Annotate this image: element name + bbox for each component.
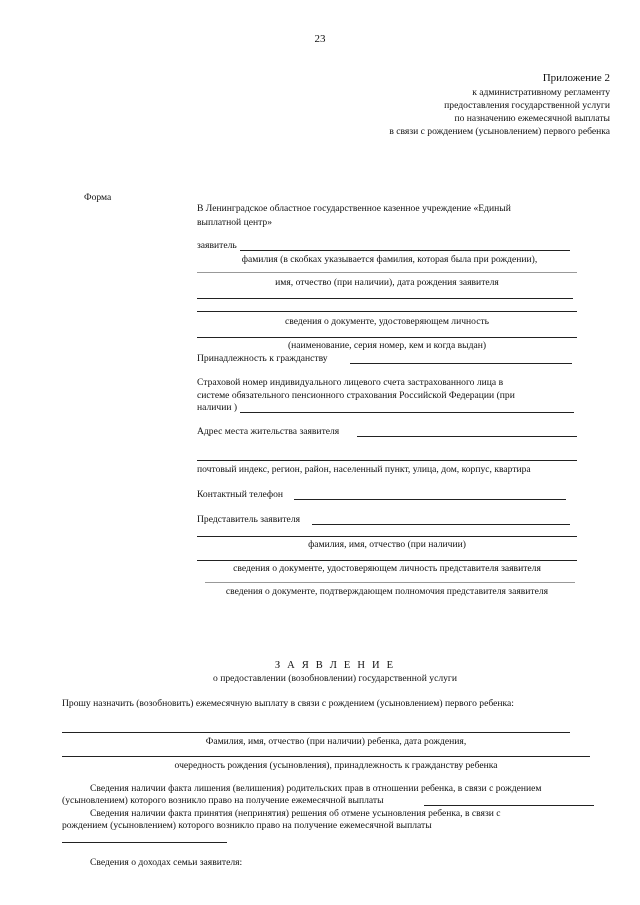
- appendix-line: в связи с рождением (усыновлением) первого ребенка: [389, 126, 610, 137]
- para1-line: (усыновлением) которого возникло право на получение ежемесячной выплаты: [62, 795, 384, 806]
- phone-label: Контактный телефон: [197, 489, 284, 500]
- rep-label: Представитель заявителя: [197, 514, 301, 525]
- rep-auth-field[interactable]: [205, 582, 575, 583]
- snils-line: системе обязательного пенсионного страхования Российской Федерации (при: [197, 390, 515, 401]
- recipient-line: В Ленинградское областное государственное казенное учреждение «Единый: [197, 203, 511, 214]
- address-field-2[interactable]: [197, 460, 577, 461]
- para1-line: Сведения наличии факта лишения (велишения) родительских прав в отношении ребенка, в связи с рождением: [90, 783, 542, 794]
- rep-name-field[interactable]: [197, 536, 577, 537]
- form-label: Форма: [84, 192, 112, 203]
- recipient-line: выплатной центр»: [197, 217, 272, 228]
- request-text: Прошу назначить (возобновить) ежемесячную выплату в связи с рождением (усыновлением) первого ребенка:: [62, 698, 514, 709]
- applicant-name-field[interactable]: [197, 272, 577, 273]
- order-hint: очередность рождения (усыновления), принадлежность к гражданству ребенка: [174, 760, 498, 771]
- applicant-field[interactable]: [240, 250, 570, 251]
- rep-field[interactable]: [312, 524, 570, 525]
- statement-subtitle: о предоставлении (возобновлении) государственной услуги: [213, 673, 457, 684]
- rep-doc-hint: сведения о документе, удостоверяющем личность представителя заявителя: [233, 563, 541, 574]
- name-hint: имя, отчество (при наличии), дата рождения заявителя: [275, 277, 499, 288]
- address-field[interactable]: [357, 436, 577, 437]
- child-field[interactable]: [62, 732, 570, 733]
- statement-title: З А Я В Л Е Н И Е: [274, 660, 396, 671]
- address-label: Адрес места жительства заявителя: [197, 426, 340, 437]
- doc-hint-2: (наименование, серия номер, кем и когда выдан): [287, 340, 487, 351]
- birthdate-field[interactable]: [197, 298, 573, 299]
- adoption-field[interactable]: [62, 842, 227, 843]
- rep-name-hint: фамилия, имя, отчество (при наличии): [308, 539, 466, 550]
- doc-details-field[interactable]: [197, 337, 577, 338]
- rep-doc-field[interactable]: [197, 560, 577, 561]
- applicant-hint: фамилия (в скобках указывается фамилия, которая была при рождении),: [241, 254, 538, 265]
- para2-line: Сведения наличии факта принятия (непринятия) решения об отмене усыновления ребенка, в связи с: [90, 808, 501, 819]
- snils-field[interactable]: [240, 412, 574, 413]
- order-field[interactable]: [62, 756, 590, 757]
- address-hint: почтовый индекс, регион, район, населенный пункт, улица, дом, корпус, квартира: [197, 464, 531, 475]
- para2-line: рождением (усыновлением) которого возникло право на получение ежемесячной выплаты: [62, 820, 432, 831]
- appendix-line: к административному регламенту: [472, 87, 610, 98]
- appendix-line: по назначению ежемесячной выплаты: [454, 113, 610, 124]
- citizenship-label: Принадлежность к гражданству: [197, 353, 328, 364]
- appendix-line: предоставления государственной услуги: [444, 100, 610, 111]
- deprivation-field[interactable]: [424, 805, 594, 806]
- citizenship-field[interactable]: [350, 363, 572, 364]
- doc-hint: сведения о документе, удостоверяющем личность: [284, 316, 490, 327]
- income-label: Сведения о доходах семьи заявителя:: [90, 857, 243, 868]
- doc-field[interactable]: [197, 311, 577, 312]
- page-number: 23: [314, 33, 326, 45]
- rep-auth-hint: сведения о документе, подтверждающем полномочия представителя заявителя: [225, 586, 549, 597]
- snils-line: наличии ): [197, 402, 238, 413]
- applicant-label: заявитель: [197, 240, 237, 251]
- child-hint: Фамилия, имя, отчество (при наличии) ребенка, дата рождения,: [205, 736, 467, 747]
- appendix-title: Приложение 2: [542, 72, 610, 84]
- snils-line: Страховой номер индивидуального лицевого счета застрахованного лица в: [197, 377, 504, 388]
- phone-field[interactable]: [294, 499, 566, 500]
